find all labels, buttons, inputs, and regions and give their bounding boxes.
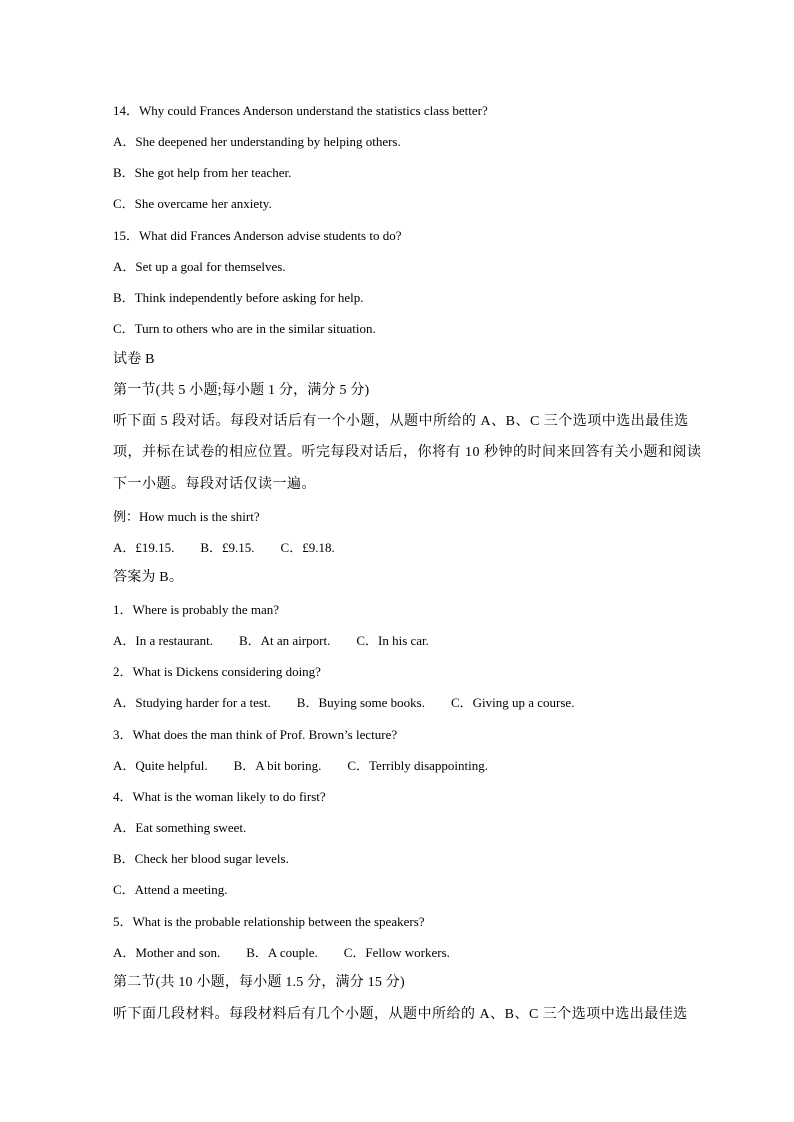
section-1-instructions-3: 下一小题。每段对话仅读一遍。 — [113, 477, 316, 492]
q2-options: A．Studying harder for a test. B．Buying some books. C．Giving up a course. — [113, 695, 575, 710]
question-14: 14．Why could Frances Anderson understand the statistics class better? — [113, 103, 488, 118]
question-3: 3．What does the man think of Prof. Brown’s lecture? — [113, 727, 398, 742]
q14-option-a: A．She deepened her understanding by helping others. — [113, 134, 401, 149]
q15-option-a: A．Set up a goal for themselves. — [113, 259, 286, 274]
question-5: 5．What is the probable relationship between the speakers? — [113, 914, 425, 929]
q4-option-c: C．Attend a meeting. — [113, 882, 228, 897]
q4-option-b: B．Check her blood sugar levels. — [113, 851, 289, 866]
paper-b-heading: 试卷 B — [113, 352, 155, 367]
section-1-instructions-2: 项，并标在试卷的相应位置。听完每段对话后，你将有 10 秒钟的时间来回答有关小题和阅读 — [113, 445, 702, 460]
q4-option-a: A．Eat something sweet. — [113, 820, 247, 835]
q3-options: A．Quite helpful. B．A bit boring. C．Terribly disappointing. — [113, 758, 488, 773]
question-15: 15．What did Frances Anderson advise students to do? — [113, 228, 402, 243]
question-1: 1．Where is probably the man? — [113, 602, 280, 617]
section-1-heading: 第一节(共 5 小题;每小题 1 分，满分 5 分) — [113, 383, 370, 398]
example-question: 例：How much is the shirt? — [113, 509, 260, 524]
question-4: 4．What is the woman likely to do first? — [113, 789, 326, 804]
example-options: A．£19.15. B．£9.15. C．£9.18. — [113, 540, 335, 555]
example-answer: 答案为 B。 — [113, 570, 184, 585]
q15-option-c: C．Turn to others who are in the similar situation. — [113, 321, 376, 336]
q14-option-b: B．She got help from her teacher. — [113, 165, 292, 180]
section-1-instructions-1: 听下面 5 段对话。每段对话后有一个小题，从题中所给的 A、B、C 三个选项中选出最佳选 — [113, 414, 689, 429]
section-2-instructions-1: 听下面几段材料。每段材料后有几个小题，从题中所给的 A、B、C 三个选项中选出最佳选 — [113, 1007, 688, 1022]
q15-option-b: B．Think independently before asking for help. — [113, 290, 364, 305]
q5-options: A．Mother and son. B．A couple. C．Fellow workers. — [113, 945, 450, 960]
q14-option-c: C．She overcame her anxiety. — [113, 196, 272, 211]
section-2-heading: 第二节(共 10 小题，每小题 1.5 分，满分 15 分) — [113, 975, 405, 990]
question-2: 2．What is Dickens considering doing? — [113, 664, 321, 679]
q1-options: A．In a restaurant. B．At an airport. C．In his car. — [113, 633, 429, 648]
